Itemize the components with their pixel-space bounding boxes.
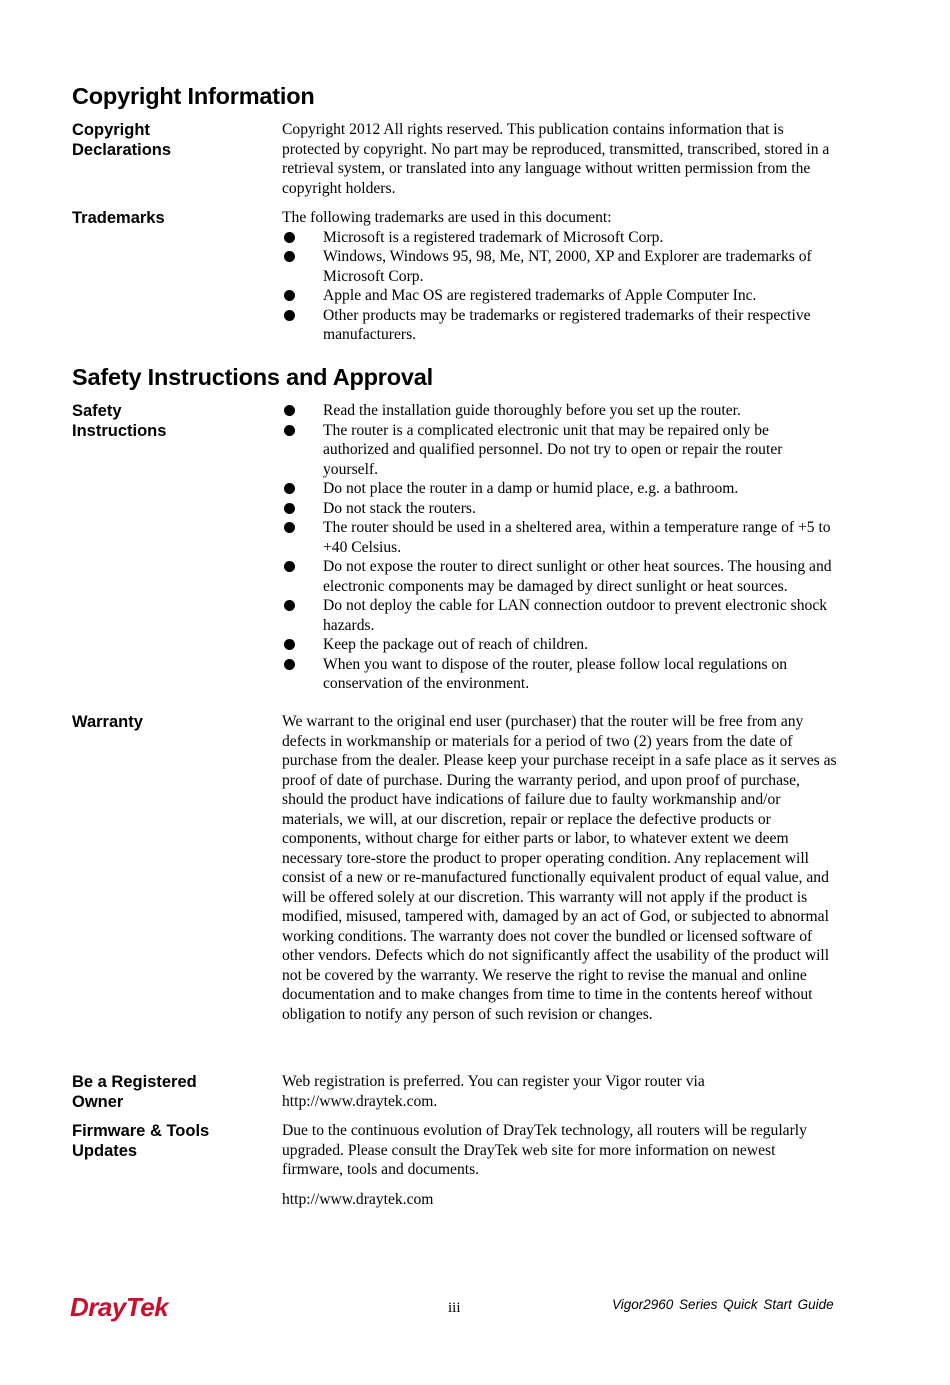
bullet-icon [284, 251, 295, 262]
trademarks-list [282, 228, 838, 345]
trademarks-block [282, 208, 838, 345]
list-item: Do not deploy the cable for LAN connection outdoor to prevent electronic shock hazards. [282, 596, 838, 635]
warranty-text: We warrant to the original end user (purchaser) that the router will be free from any defects in workmanship or materials for a period of two (2) years from the date of purchase from the dealer. Please keep your purchase receipt in a safe place as it serves as proof of date of purchase. During the warranty period, and upon proof of purchase, should the product have indications of failure due to faulty workmanship and/or materials, we will, at our discretion, repair or replace the defective products or components, without charge for either parts or labor, to whatever extent we deem necessary tore-store the product to proper operating condition. Any replacement will consist of a new or re-manufactured functionally equivalent product of equal value, and will be offered solely at our discretion. This warranty will not apply if the product is modified, misused, tampered with, damaged by an act of God, or subjected to abnormal working conditions. The warranty does not cover the bundled or licensed software of other vendors. Defects which do not significantly affect the usability of the product will not be covered by the warranty. We reserve the right to revise the manual and online documentation and to make changes from time to time in the contents hereof without obligation to notify any person of such revision or changes. [282, 713, 837, 1023]
copyright-declarations-text: Copyright 2012 All rights reserved. This publication contains information that is protected by copyright. No part may be reproduced, transmitted, transcribed, stored in a retrieval system, or translated into any language without written permission from the copyright holders. [282, 121, 830, 197]
bullet-icon [284, 290, 295, 301]
label-copyright-declarations: Copyright Declarations [72, 121, 172, 159]
guide-title: Vigor2960 Series Quick Start Guide [612, 1297, 834, 1312]
list-item: Apple and Mac OS are registered trademarks of Apple Computer Inc. [282, 286, 838, 306]
label-firmware-updates: Firmware & Tools Updates [72, 1122, 210, 1160]
draytek-logo: DrayTek [70, 1292, 169, 1322]
bullet-icon [284, 639, 295, 650]
list-item: Microsoft is a registered trademark of Microsoft Corp. [282, 228, 838, 248]
bullet-icon [284, 600, 295, 611]
label-registered-owner: Be a Registered Owner [72, 1073, 197, 1111]
label-trademarks: Trademarks [72, 209, 165, 227]
bullet-icon [284, 425, 295, 436]
bullet-icon [284, 232, 295, 243]
bullet-icon [284, 561, 295, 572]
list-item: The router is a complicated electronic unit that may be repaired only be authorized and qualified personnel. Do not try to open or repair the router yourself. [282, 421, 838, 480]
bullet-icon [284, 659, 295, 670]
list-item: Do not expose the router to direct sunlight or other heat sources. The housing and electronic components may be damaged by direct sunlight or heat sources. [282, 557, 838, 596]
label-safety-instructions: Safety Instructions [72, 402, 167, 440]
bullet-icon [284, 503, 295, 514]
list-item: Windows, Windows 95, 98, Me, NT, 2000, XP and Explorer are trademarks of Microsoft Corp. [282, 247, 838, 286]
page-number: iii [448, 1300, 461, 1316]
list-item: When you want to dispose of the router, please follow local regulations on conservation of the environment. [282, 655, 838, 694]
firmware-url-link[interactable]: http://www.draytek.com [282, 1190, 434, 1208]
list-item: Do not stack the routers. [282, 499, 838, 519]
safety-list [282, 401, 838, 694]
bullet-icon [284, 310, 295, 321]
list-item: Other products may be trademarks or registered trademarks of their respective manufacturers. [282, 306, 838, 345]
list-item: The router should be used in a sheltered area, within a temperature range of +5 to +40 Celsius. [282, 518, 838, 557]
firmware-updates-text: Due to the continuous evolution of DrayTek technology, all routers will be regularly upgraded. Please consult the DrayTek web site for more information on newest firmware, tools and documents. http://www.draytek.com [282, 1121, 838, 1209]
bullet-icon [284, 405, 295, 416]
label-warranty: Warranty [72, 713, 143, 731]
bullet-icon [284, 483, 295, 494]
list-item: Do not place the router in a damp or humid place, e.g. a bathroom. [282, 479, 838, 499]
safety-instructions-block [282, 401, 838, 694]
list-item: Read the installation guide thoroughly before you set up the router. [282, 401, 838, 421]
trademarks-intro: The following trademarks are used in this document: [282, 209, 612, 226]
section-title-safety: Safety Instructions and Approval [72, 364, 433, 390]
registered-owner-text: Web registration is preferred. You can register your Vigor router via http://www.draytek.com. [282, 1073, 705, 1110]
list-item: Keep the package out of reach of children. [282, 635, 838, 655]
section-title-copyright: Copyright Information [72, 83, 315, 109]
bullet-icon [284, 522, 295, 533]
